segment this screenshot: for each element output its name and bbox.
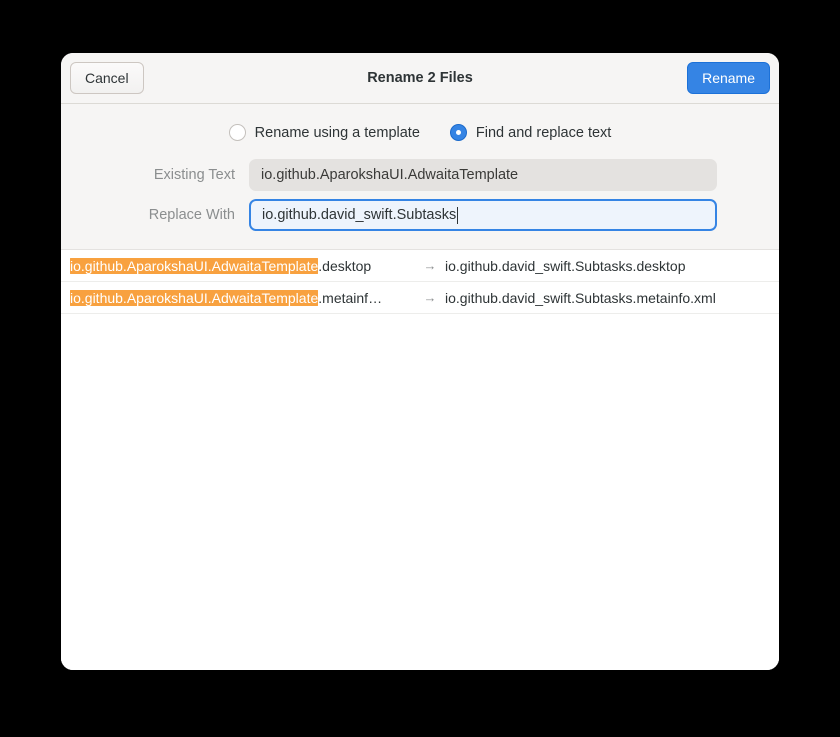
- replace-with-input[interactable]: [249, 199, 717, 231]
- arrow-icon: →: [423, 290, 437, 305]
- page-title: Rename 2 Files: [367, 70, 473, 86]
- match-highlight: io.github.AparokshaUI.AdwaitaTemplate: [70, 289, 319, 306]
- match-highlight: io.github.AparokshaUI.AdwaitaTemplate: [70, 257, 319, 274]
- new-file-name: io.github.david_swift.Subtasks.desktop: [445, 257, 686, 274]
- existing-text-row: [61, 155, 779, 195]
- replace-with-row: [61, 195, 779, 235]
- existing-text-value: io.github.AparokshaUI.AdwaitaTemplate: [261, 167, 519, 183]
- old-file-name: [70, 258, 415, 274]
- existing-text-input[interactable]: [249, 159, 717, 191]
- replace-with-value: io.github.david_swift.Subtasks: [262, 207, 457, 223]
- radio-option-find-replace[interactable]: [450, 124, 611, 141]
- radio-template-label: Rename using a template: [254, 124, 420, 141]
- cancel-button[interactable]: Cancel: [70, 62, 144, 94]
- rename-button[interactable]: Rename: [687, 62, 770, 94]
- rename-files-dialog: [61, 53, 779, 670]
- table-row[interactable]: [61, 282, 779, 314]
- dialog-headerbar: [61, 53, 779, 104]
- radio-find-replace-icon[interactable]: [450, 124, 467, 141]
- radio-option-template[interactable]: [229, 124, 420, 141]
- table-row[interactable]: [61, 250, 779, 282]
- old-file-name: [70, 290, 415, 306]
- replace-with-label: Replace With: [148, 207, 235, 223]
- old-file-name-rest: .desktop: [318, 257, 372, 274]
- old-file-name-rest: .metainf…: [318, 289, 383, 306]
- mode-selector: [61, 104, 779, 155]
- new-file-name: io.github.david_swift.Subtasks.metainfo.xml: [445, 289, 716, 306]
- text-caret: [457, 207, 458, 224]
- existing-text-label: Existing Text: [153, 167, 235, 183]
- radio-find-replace-label: Find and replace text: [475, 124, 612, 141]
- radio-template-icon[interactable]: [229, 124, 246, 141]
- preview-list: [61, 249, 779, 670]
- arrow-icon: →: [423, 258, 437, 273]
- dialog-content: [61, 104, 779, 670]
